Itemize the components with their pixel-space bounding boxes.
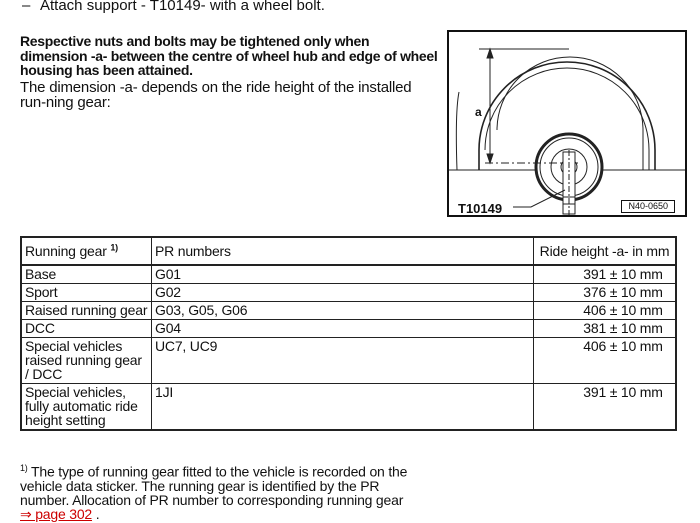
dimension-a-label: a xyxy=(475,105,482,119)
bullet-dash: – xyxy=(22,0,31,14)
figure-reference: N40-0650 xyxy=(621,200,675,213)
cell-pr-numbers: 1JI xyxy=(152,384,534,431)
page-302-link[interactable]: ⇒ page 302 xyxy=(20,505,93,522)
table-row xyxy=(21,265,676,284)
instruction-text: Attach support - T10149- with a wheel bolt. xyxy=(40,0,325,14)
cell-running-gear: Base xyxy=(21,265,152,284)
table-row xyxy=(21,302,676,320)
cell-pr-numbers: G01 xyxy=(152,265,534,284)
header-running-gear-text: Running gear xyxy=(25,243,107,259)
cell-running-gear: Sport xyxy=(21,284,152,302)
cell-pr-numbers: UC7, UC9 xyxy=(152,338,534,384)
footnote-marker: 1) xyxy=(20,463,28,473)
cell-ride-height: 391 ± 10 mm xyxy=(534,265,677,284)
cell-ride-height: 406 ± 10 mm xyxy=(534,338,677,384)
cell-pr-numbers: G04 xyxy=(152,320,534,338)
cell-running-gear: Special vehicles, fully automatic ride height setting xyxy=(21,384,152,431)
ride-height-table xyxy=(20,236,677,431)
cell-running-gear: Raised running gear xyxy=(21,302,152,320)
table-row xyxy=(21,338,676,384)
table-header-row xyxy=(21,237,676,265)
table-row xyxy=(21,320,676,338)
cell-ride-height: 406 ± 10 mm xyxy=(534,302,677,320)
header-running-gear xyxy=(21,237,152,265)
dimension-paragraph: The dimension -a- depends on the ride height of the installed run-ning gear: xyxy=(20,79,412,111)
cell-pr-numbers: G02 xyxy=(152,284,534,302)
header-pr-numbers: PR numbers xyxy=(152,237,534,265)
cell-ride-height: 376 ± 10 mm xyxy=(534,284,677,302)
cell-pr-numbers: G03, G05, G06 xyxy=(152,302,534,320)
warning-note: Respective nuts and bolts may be tightened only when dimension -a- between the centre of wheel hub and edge of wheel housing has been attained. xyxy=(20,33,438,78)
header-ride-height: Ride height -a- in mm xyxy=(534,237,677,265)
footnote-text: The type of running gear fitted to the vehicle is recorded on the vehicle data sticker. The running gear is identified by the PR number. Allocation of PR number to corresponding running gear xyxy=(20,463,408,508)
cell-running-gear: DCC xyxy=(21,320,152,338)
cell-ride-height: 391 ± 10 mm xyxy=(534,384,677,431)
footnote-marker: 1) xyxy=(110,242,118,253)
cell-ride-height: 381 ± 10 mm xyxy=(534,320,677,338)
wheel-housing-figure xyxy=(447,30,687,217)
instruction-step xyxy=(22,0,325,14)
tool-label: T10149 xyxy=(458,201,503,216)
cell-running-gear: Special vehicles raised running gear / DCC xyxy=(21,338,152,384)
table-row xyxy=(21,284,676,302)
footnote xyxy=(20,461,430,521)
footnote-tail: . xyxy=(92,505,100,522)
table-row xyxy=(21,384,676,431)
wheel-housing-drawing xyxy=(449,32,685,215)
